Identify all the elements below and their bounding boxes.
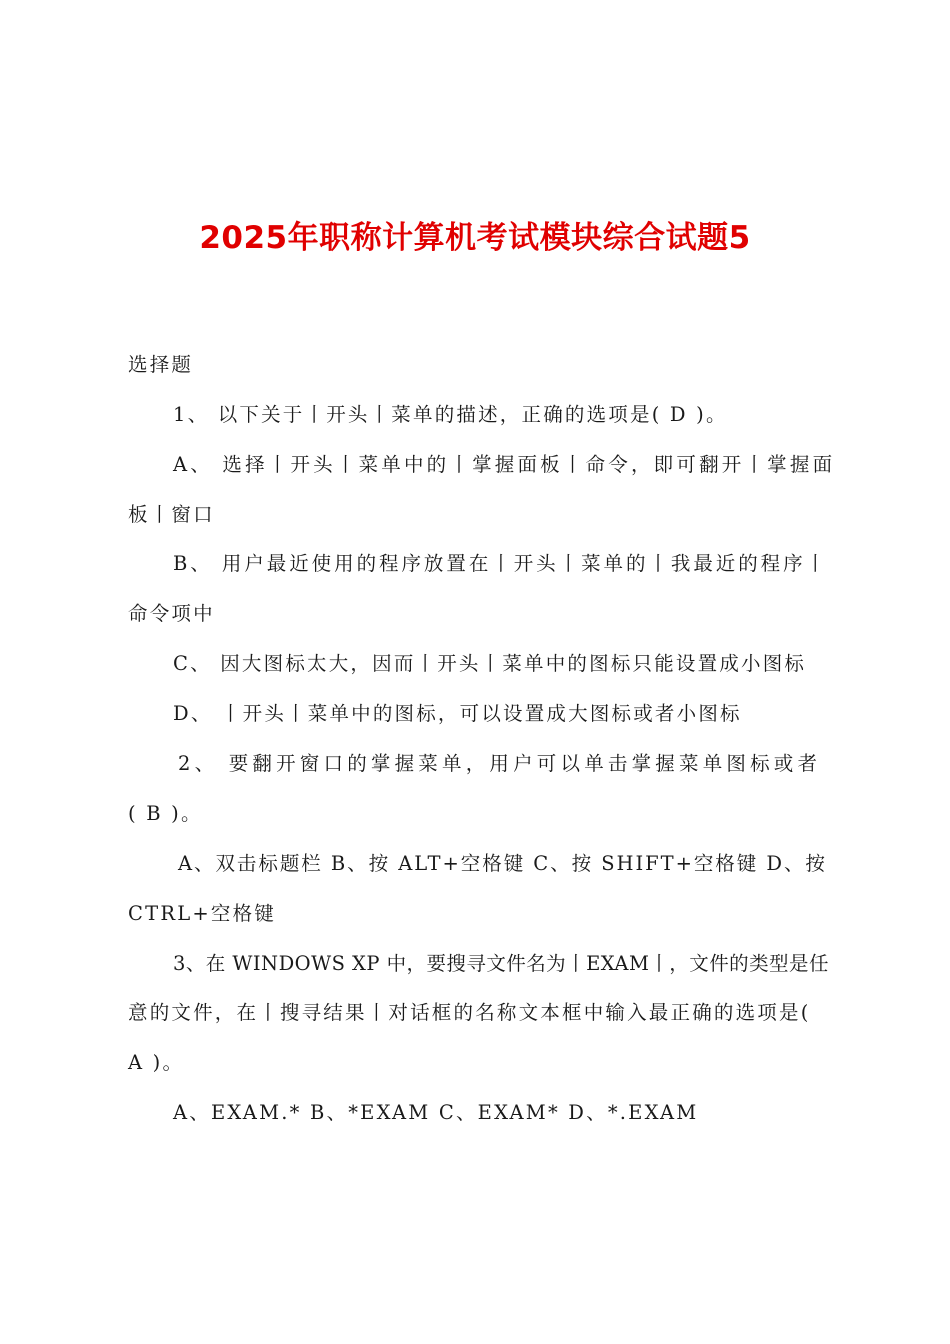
question-1-option-b-continued: 命令项中 <box>128 602 215 625</box>
question-1-option-d: D、 丨开头丨菜单中的图标，可以设置成大图标或者小图标 <box>173 702 742 725</box>
question-1-option-c: C、 因大图标太大，因而丨开头丨菜单中的图标只能设置成小图标 <box>173 652 807 675</box>
question-3: 3、在 WINDOWS XP 中，要搜寻文件名为丨EXAM丨，文件的类型是任 <box>173 952 829 975</box>
question-2-options-continued: CTRL+空格键 <box>128 902 276 925</box>
document-title: 2025年职称计算机考试模块综合试题5 <box>199 220 751 256</box>
question-1-option-b: B、 用户最近使用的程序放置在丨开头丨菜单的丨我最近的程序丨 <box>173 552 829 575</box>
question-2: 2、 要翻开窗口的掌握菜单，用户可以单击掌握菜单图标或者 <box>178 752 822 775</box>
question-3-options: A、EXAM.* B、*EXAM C、EXAM* D、*.EXAM <box>173 1101 699 1124</box>
question-2-options: A、双击标题栏 B、按 ALT+空格键 C、按 SHIFT+空格键 D、按 <box>178 852 827 875</box>
question-1-option-a-continued: 板丨窗口 <box>128 503 215 526</box>
question-1: 1、 以下关于丨开头丨菜单的描述，正确的选项是( D )。 <box>173 403 728 426</box>
question-3-continued-2: A )。 <box>128 1051 185 1074</box>
question-2-continued: ( B )。 <box>128 802 203 825</box>
question-1-option-a: A、 选择丨开头丨菜单中的丨掌握面板丨命令，即可翻开丨掌握面 <box>173 453 836 476</box>
question-3-continued: 意的文件，在丨搜寻结果丨对话框的名称文本框中输入最正确的选项是( <box>128 1001 811 1024</box>
section-heading: 选择题 <box>128 353 194 376</box>
